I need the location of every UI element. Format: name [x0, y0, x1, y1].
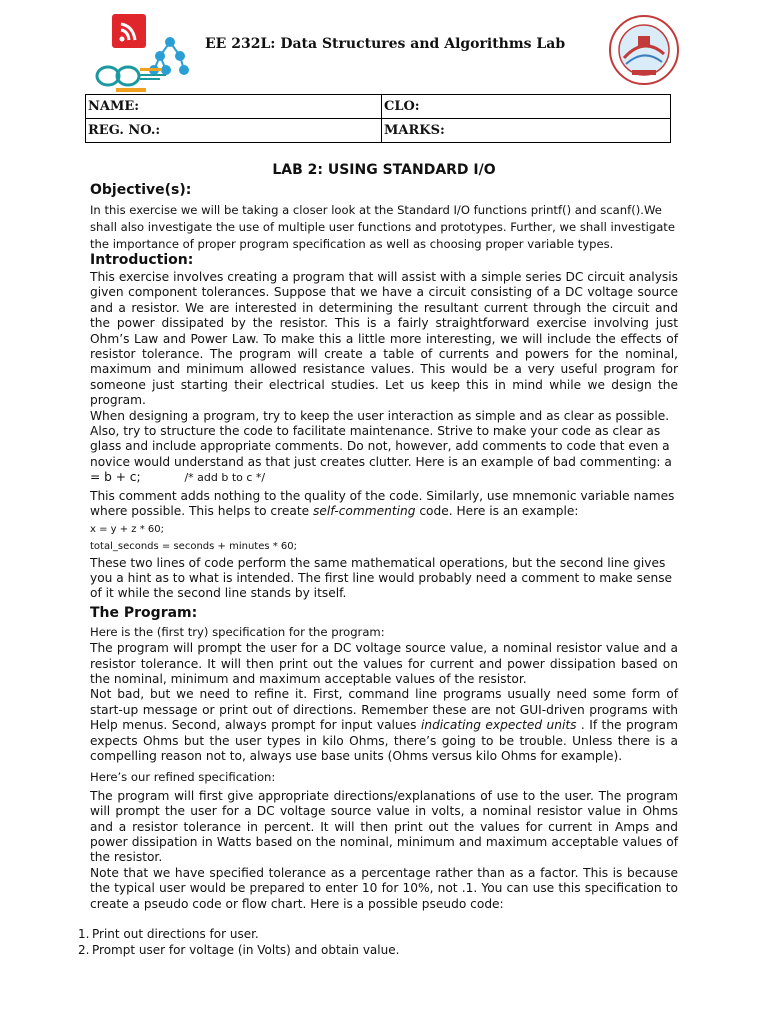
clo-field[interactable]	[382, 95, 671, 119]
step-text: Print out directions for user.	[92, 927, 259, 942]
lab-logos	[92, 12, 200, 94]
clo-label: CLO:	[384, 99, 420, 114]
program-paragraph-4: Note that we have specified tolerance as a percentage rather than as a factor. This is because the typical user would be prepared to enter 10 for 10%, not .1. You can use this specification to create a pseudo code or flow chart. Here is a possible pseudo code:	[90, 865, 678, 911]
intro-paragraph-3-end: code. Here is an example:	[415, 504, 579, 519]
intro-paragraph-1: This exercise involves creating a program that will assist with a simple series DC circuit analysis given component tolerances. Suppose that we have a circuit consisting of a DC voltage source and a resistor. We are interested in determining the resultant current through the circuit and the power dissipated by the resistor. This is a fairly straightforward exercise involving just Ohm’s Law and Power Law. To make this a little more interesting, we will include the effects of resistor tolerance. The program will create a table of currents and powers for the nominal, maximum and minimum allowed resistance values. This would be a very useful program for someone just starting their electrical studies. Let us keep this in mind while we design the program.	[90, 270, 678, 408]
introduction-heading: Introduction:	[90, 252, 194, 268]
bad-comment-example: /* add b to c */	[184, 471, 266, 485]
intro-paragraph-3	[90, 489, 678, 520]
pseudo-code-list	[78, 926, 666, 958]
intro-paragraph-2-text: When designing a program, try to keep the user interaction as simple and as clear as possible. Also, try to structure the code to facilitate maintenance. Strive to make your code as clear as glass and include appropriate comments. Do not, however, add comments to code that even a novice would understand as that just creates clutter. Here is an example of bad commenting: a = b + c;	[90, 408, 672, 485]
espressif-logo-icon	[112, 14, 146, 48]
spec-intro: Here is the (first try) specification for the program:	[90, 624, 385, 639]
university-seal-icon	[608, 14, 680, 86]
lab-title: LAB 2: USING STANDARD I/O	[272, 162, 496, 178]
reg-no-field[interactable]	[86, 119, 382, 143]
objective-heading: Objective(s):	[90, 182, 192, 198]
name-field[interactable]	[86, 95, 382, 119]
reg-no-label: REG. NO.:	[88, 123, 161, 138]
intro-paragraph-2	[90, 409, 678, 486]
program-heading: The Program:	[90, 604, 198, 621]
intro-paragraph-4: These two lines of code perform the same mathematical operations, but the second line gives you a hint as to what is intended. The first line would probably need a comment to make sense of it while the second line stands by itself.	[90, 555, 673, 601]
lab-content	[78, 181, 679, 958]
refined-spec-intro: Here’s our refined specification:	[90, 770, 276, 785]
marks-label: MARKS:	[384, 123, 445, 138]
name-label: NAME:	[88, 99, 140, 114]
expected-units-term: indicating expected units	[420, 718, 577, 733]
pseudo-code-step	[78, 942, 666, 958]
program-paragraph-2	[90, 687, 678, 764]
course-title: EE 232L: Data Structures and Algorithms Lab	[205, 36, 566, 52]
step-number: 2.	[78, 943, 90, 958]
step-number: 1.	[78, 927, 90, 942]
step-text: Prompt user for voltage (in Volts) and obtain value.	[92, 943, 400, 958]
self-commenting-term: self-commenting	[312, 504, 416, 519]
pseudo-code-step	[78, 926, 666, 942]
student-info-table	[85, 94, 671, 143]
program-paragraph-2-text: Not bad, but we need to refine it. First, command line programs usually need some form of start-up message or print out of directions. Remember these are not GUI-driven programs with Help menus. Second, always prompt for input values	[90, 687, 678, 733]
code-example-2: total_seconds = seconds + minutes * 60;	[90, 540, 298, 552]
intro-paragraph-3-text: This comment adds nothing to the quality of the code. Similarly, use mnemonic variable names where possible. This helps to create	[90, 488, 675, 519]
program-paragraph-3: The program will first give appropriate directions/explanations of use to the user. The program will prompt the user for a DC voltage source value in volts, a nominal resistor value in Ohms and a resistor tolerance in percent. It will then print out the values for current in Amps and power dissipation in Watts based on the nominal, minimum and maximum acceptable values of the resistor.	[90, 788, 678, 865]
code-example-1: x = y + z * 60;	[90, 523, 165, 535]
program-paragraph-2-end: . If the program expects Ohms but the user types in kilo Ohms, there’s going to be trouble. Unless there is a compelling reason not to, always use base units (Ohms versus kilo Ohms for example).	[90, 718, 679, 763]
arduino-logo-icon	[97, 67, 166, 92]
marks-field[interactable]	[382, 119, 671, 143]
program-paragraph-1: The program will prompt the user for a DC voltage source value, a nominal resistor value and a resistor tolerance. It will then print out the values for current and power dissipation based on the nominal, minimum and maximum acceptable values of the resistor.	[90, 641, 678, 686]
objective-text: In this exercise we will be taking a closer look at the Standard I/O functions printf() and scanf().We shall also investigate the use of multiple user functions and prototypes. Further, we shall investigate the importance of proper program specification as well as choosing proper variable types.	[90, 203, 675, 251]
